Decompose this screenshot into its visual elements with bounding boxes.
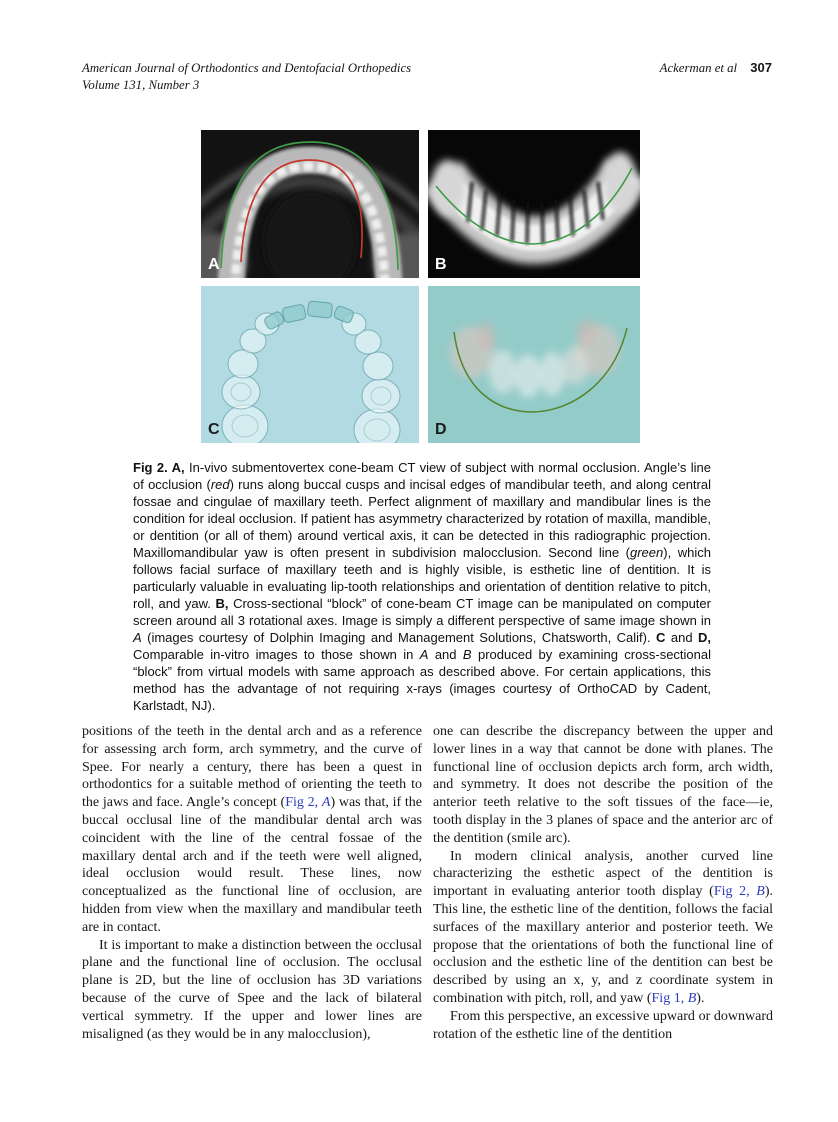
paragraph — [433, 1008, 773, 1044]
text-segment: In-vivo submentovertex cone-beam CT view of subject with normal occlusion. Angle’s line of occlusion ( — [133, 460, 711, 492]
text-segment: Comparable in-vitro images to those shown in — [133, 647, 420, 662]
text-segment: ). — [696, 990, 705, 1006]
figure-panel-b — [428, 130, 640, 278]
journal-title: American Journal of Orthodontics and Dentofacial Orthopedics — [82, 61, 412, 75]
text-segment: produced by examining cross-sectional “block” from virtual models with same approach as described above. For certain applications, this method has the advantage of not requiring x-rays (images courtesy of OrthoCAD by Cadent, Karlstadt, NJ). — [133, 647, 712, 713]
cross-reference-link[interactable]: B — [687, 990, 697, 1006]
text-segment: and — [428, 647, 463, 662]
text-segment: D, — [698, 630, 711, 645]
text-segment: green — [630, 545, 664, 560]
text-segment: one can describe the discrepancy between the upper and lower lines in a way that cannot be done with planes. The functional line of occlusion depicts arch form, arch width, and symmetry. It does not describe the position of the anterior teeth relative to the soft tissues of the face—ie, tooth display in the 3 planes of space and the anterior arc of the dentition (smile arc). — [433, 724, 773, 846]
text-segment: A, — [171, 460, 185, 475]
cross-reference-link[interactable]: Fig 2, — [713, 884, 757, 900]
cross-reference-link[interactable]: Fig 2, — [285, 795, 322, 811]
virtual-model-block-image — [428, 286, 640, 443]
cross-reference-link[interactable]: B — [756, 884, 765, 900]
paragraph — [82, 723, 422, 937]
text-segment: positions of the teeth in the dental arch and as a reference for assessing arch form, arch symmetry, and the curve of Spee. For nearly a century, there has been a quest in orthodontics for a suitable method of orienting the teeth to the jaws and face. Angle’s concept ( — [82, 724, 422, 811]
running-head-right — [660, 60, 772, 76]
paragraph — [433, 848, 773, 1008]
panel-b-label: B — [435, 256, 447, 273]
text-segment: Fig 2. — [133, 460, 172, 475]
paragraph — [82, 937, 422, 1044]
text-segment: It is important to make a distinction between the occlusal plane and the functional line of occlusion. The occlusal plane is 2D, but the line of occlusion has 3D variations because of the curve of Spee and the lack of bilateral vertical symmetry. If the upper and lower lines are misaligned (as they would be in any malocclusion), — [82, 937, 422, 1042]
text-segment: ) runs along buccal cusps and incisal edges of mandibular teeth, and along central fossae and cingulae of maxillary teeth. Perfect alignment of maxillary and mandibular lines is the condition for ideal occlusion. If patient has asymmetry characterized by rotation of maxilla, mandible, or dentition (or all of them) around vertical axis, it can be detected in this radiographic projection. Maxillomandibular yaw is often present in subdivision malocclusion. Second line ( — [133, 477, 711, 560]
cross-reference-link[interactable]: Fig 1, — [651, 990, 688, 1006]
paragraph — [433, 723, 773, 848]
text-segment: ). This line, the esthetic line of the dentition, follows the facial surfaces of the maxillary anterior and posterior teeth. We propose that the orientations of both the functional line of occlusion and the esthetic line of the dentition can best be described by using an x, y, and z coordinate system in combination with pitch, roll, and yaw ( — [433, 884, 773, 1006]
figure-panel-a — [201, 130, 419, 278]
body-column-right — [433, 723, 773, 1043]
panel-d-label: D — [435, 421, 447, 438]
figure-panel-c — [201, 286, 419, 443]
figure-caption — [133, 459, 711, 714]
journal-issue: Volume 131, Number 3 — [82, 77, 200, 92]
text-segment: A — [419, 647, 429, 662]
figure-panel-d — [428, 286, 640, 443]
ct-axial-image — [201, 130, 419, 278]
text-segment: From this perspective, an excessive upward or downward rotation of the esthetic line of the dentition — [433, 1008, 773, 1042]
text-segment: ), which follows facial surface of maxillary teeth and is highly visible, is esthetic line of dentition. It is particularly valuable in evaluating lip-tooth relationships and orientation of dentition relative to pitch, roll, and yaw. — [133, 545, 711, 611]
text-segment: In modern clinical analysis, another curved line characterizing the esthetic aspect of the dentition is important in evaluating anterior tooth display ( — [433, 848, 773, 900]
virtual-model-arch-image — [201, 286, 419, 443]
cross-reference-link[interactable]: A — [321, 795, 331, 811]
text-segment: Cross-sectional “block” of cone-beam CT image can be manipulated on computer screen around all 3 rotational axes. Image is simply a different perspective of same image shown in — [133, 596, 711, 628]
panel-a-label: A — [208, 256, 220, 273]
running-head-left — [82, 60, 411, 93]
text-segment: B, — [215, 596, 229, 611]
text-segment: C — [656, 630, 666, 645]
text-segment: and — [665, 630, 698, 645]
text-segment: B — [462, 647, 472, 662]
running-authors: Ackerman et al — [659, 61, 738, 75]
panel-c-label: C — [208, 421, 220, 438]
page-number: 307 — [750, 60, 772, 75]
text-segment: (images courtesy of Dolphin Imaging and Management Solutions, Chatsworth, Calif). — [141, 630, 657, 645]
text-segment: red — [210, 477, 230, 492]
text-segment: A — [133, 630, 142, 645]
body-column-left — [82, 723, 422, 1043]
text-segment: ) was that, if the buccal occlusal line of the mandibular dental arch was coincident with the line of the central fossae of the maxillary dental arch and if the teeth were well aligned, ideal occlusion would result. These lines, now conceptualized as the functional line of occlusion, are hidden from view when the maxillary and mandibular teeth are in contact. — [82, 795, 422, 935]
ct-block-image — [428, 130, 640, 278]
